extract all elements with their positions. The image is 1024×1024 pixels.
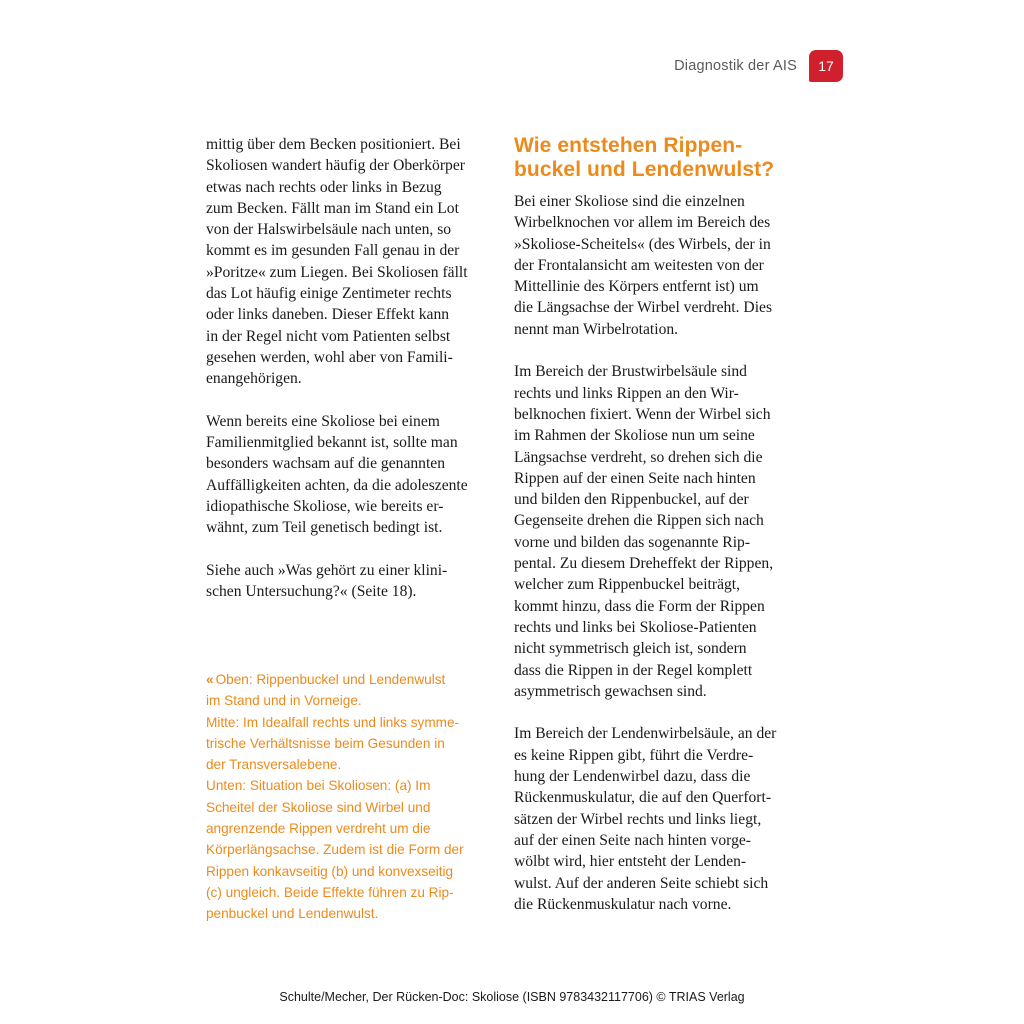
text-line: pental. Zu diesem Dreheffekt der Rippen, bbox=[514, 555, 774, 573]
text-line: Familienmitglied bekannt ist, sollte man bbox=[206, 434, 458, 452]
text-line: Scheitel der Skoliose sind Wirbel und bbox=[206, 799, 431, 815]
text-line: trische Verhältsnisse beim Gesunden in bbox=[206, 735, 445, 751]
text-line: Rippen konkavseitig (b) und konvexseitig bbox=[206, 863, 454, 879]
text-line: Rückenmuskulatur, die auf den Querfort- bbox=[514, 789, 772, 807]
text-line: zum Becken. Fällt man im Stand ein Lot bbox=[206, 199, 459, 217]
text-line: dass die Rippen in der Regel komplett bbox=[514, 661, 753, 679]
paragraph bbox=[206, 411, 498, 539]
caption-arrow-icon: « bbox=[206, 672, 214, 687]
right-column bbox=[514, 134, 806, 915]
text-line: Im Bereich der Lendenwirbelsäule, an der bbox=[514, 725, 777, 743]
text-line: Mittellinie des Körpers entfernt ist) um bbox=[514, 278, 759, 296]
text-line: im Stand und in Vorneige. bbox=[206, 693, 362, 709]
text-line: rechts und links Rippen an den Wir- bbox=[514, 384, 739, 402]
text-line: sätzen der Wirbel rechts und links liegt, bbox=[514, 810, 762, 828]
text-line: und bilden den Rippenbuckel, auf der bbox=[514, 491, 749, 509]
text-line: hung der Lendenwirbel dazu, dass die bbox=[514, 768, 751, 786]
left-column bbox=[206, 134, 498, 603]
text-line: nicht symmetrisch gleich ist, sondern bbox=[514, 640, 747, 658]
text-line: asymmetrisch gewachsen sind. bbox=[514, 682, 707, 700]
paragraph bbox=[514, 723, 806, 915]
caption-text: Oben: Rippenbuckel und Lendenwulst bbox=[215, 672, 446, 687]
heading-line: Wie entstehen Rippen- bbox=[514, 134, 743, 157]
text-line: von der Halswirbelsäule nach unten, so bbox=[206, 221, 452, 239]
text-line: »Skoliose-Scheitels« (des Wirbels, der in bbox=[514, 235, 771, 253]
section-heading bbox=[514, 134, 806, 182]
footer-copyright: Schulte/Mecher, Der Rücken-Doc: Skoliose (ISBN 9783432117706) © TRIAS Verlag bbox=[279, 990, 745, 1004]
paragraph bbox=[514, 361, 806, 702]
text-line: Körperlängsachse. Zudem ist die Form der bbox=[206, 842, 464, 858]
text-line: mittig über dem Becken positioniert. Bei bbox=[206, 136, 461, 153]
text-line: der Frontalansicht am weitesten von der bbox=[514, 256, 764, 274]
text-line: idiopathische Skoliose, wie bereits er- bbox=[206, 498, 444, 516]
text-line: oder links daneben. Dieser Effekt kann bbox=[206, 306, 450, 324]
text-line: Unten: Situation bei Skoliosen: (a) Im bbox=[206, 778, 431, 794]
text-line: Wirbelknochen vor allem im Bereich des bbox=[514, 214, 771, 232]
text-line: enangehörigen. bbox=[206, 370, 302, 388]
page-number-badge: 17 bbox=[809, 50, 843, 82]
text-line: der Transversalebene. bbox=[206, 757, 342, 773]
figure-caption bbox=[206, 669, 498, 925]
text-line: penbuckel und Lendenwulst. bbox=[206, 906, 379, 922]
text-line: Siehe auch »Was gehört zu einer klini- bbox=[206, 561, 448, 579]
text-line: Rippen auf der einen Seite nach hinten bbox=[514, 469, 756, 487]
page-footer bbox=[0, 990, 1024, 1004]
text-line: Mitte: Im Idealfall rechts und links symme- bbox=[206, 714, 460, 730]
paragraph bbox=[206, 134, 498, 390]
text-line: auf der einen Seite nach hinten vorge- bbox=[514, 831, 751, 849]
text-line: es keine Rippen gibt, führt die Verdre- bbox=[514, 746, 754, 764]
text-line: die Längsachse der Wirbel verdreht. Dies bbox=[514, 299, 773, 317]
text-line: besonders wachsam auf die genannten bbox=[206, 455, 446, 473]
text-line: wähnt, zum Teil genetisch bedingt ist. bbox=[206, 519, 443, 537]
text-line: rechts und links bei Skoliose-Patienten bbox=[514, 618, 757, 636]
text-line: wulst. Auf der anderen Seite schiebt sich bbox=[514, 874, 769, 892]
text-line: Skoliosen wandert häufig der Oberkörper bbox=[206, 157, 465, 175]
text-line bbox=[206, 669, 498, 690]
text-line: etwas nach rechts oder links in Bezug bbox=[206, 178, 442, 196]
text-line: kommt hinzu, dass die Form der Rippen bbox=[514, 597, 765, 615]
text-line: Gegenseite drehen die Rippen sich nach bbox=[514, 512, 764, 530]
text-line: wölbt wird, hier entsteht der Lenden- bbox=[514, 853, 747, 871]
text-line: Auffälligkeiten achten, da die adoleszente bbox=[206, 476, 468, 494]
running-header bbox=[600, 50, 843, 82]
text-line: Längsachse verdreht, so drehen sich die bbox=[514, 448, 763, 466]
text-line: die Rückenmuskulatur nach vorne. bbox=[514, 895, 732, 913]
text-line: kommt es im gesunden Fall genau in der bbox=[206, 242, 460, 260]
text-line: belknochen fixiert. Wenn der Wirbel sich bbox=[514, 405, 771, 423]
text-line: Wenn bereits eine Skoliose bei einem bbox=[206, 412, 440, 430]
heading-line: buckel und Lendenwulst? bbox=[514, 158, 775, 181]
text-line: angrenzende Rippen verdreht um die bbox=[206, 821, 431, 837]
cross-reference bbox=[206, 560, 498, 603]
text-line: schen Untersuchung?« (Seite 18). bbox=[206, 583, 417, 601]
running-title: Diagnostik der AIS bbox=[674, 58, 797, 74]
text-line: Bei einer Skoliose sind die einzelnen bbox=[514, 193, 745, 210]
text-line: im Rahmen der Skoliose nun um seine bbox=[514, 427, 755, 445]
text-line: nennt man Wirbelrotation. bbox=[514, 320, 679, 338]
text-line: Im Bereich der Brustwirbelsäule sind bbox=[514, 363, 747, 381]
text-line: »Poritze« zum Liegen. Bei Skoliosen fällt bbox=[206, 263, 468, 281]
text-line: welcher zum Rippenbuckel beiträgt, bbox=[514, 576, 741, 594]
text-line: in der Regel nicht vom Patienten selbst bbox=[206, 327, 451, 345]
text-line: (c) ungleich. Beide Effekte führen zu Rip- bbox=[206, 884, 454, 900]
text-line: das Lot häufig einige Zentimeter rechts bbox=[206, 285, 452, 303]
paragraph bbox=[514, 191, 806, 340]
text-line: vorne und bilden das sogenannte Rip- bbox=[514, 533, 751, 551]
text-line: gesehen werden, wohl aber von Famili- bbox=[206, 348, 453, 366]
